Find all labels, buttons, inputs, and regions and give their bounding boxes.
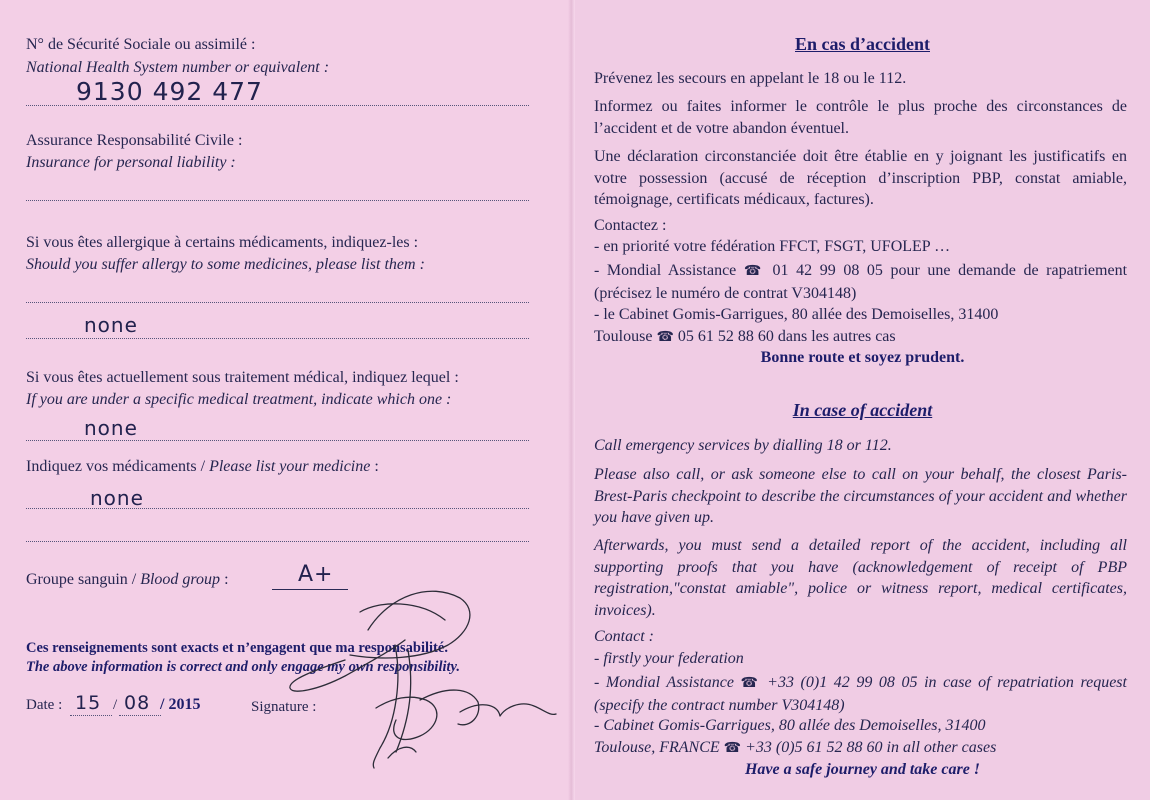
ssn-label-fr: N° de Sécurité Sociale ou assimilé :: [26, 36, 256, 53]
en-contact-4-a: Toulouse, FRANCE: [594, 739, 724, 756]
ssn-field-line: [26, 105, 529, 106]
allergy-field-line-2[interactable]: [26, 338, 529, 339]
allergy-value[interactable]: none: [84, 313, 138, 337]
treatment-field-line: [26, 440, 529, 441]
date-year: / 2015: [160, 696, 201, 713]
medicine-field-line-1: [26, 508, 529, 509]
fr-contact-4-b: 05 61 52 88 60 dans les autres cas: [673, 328, 896, 345]
en-contact-2: [594, 672, 1127, 716]
blood-label-colon: :: [220, 571, 229, 588]
fr-contact-4: [594, 328, 896, 346]
en-contact-4: [594, 739, 996, 757]
treatment-label-en: If you are under a specific medical treatment, indicate which one :: [26, 391, 452, 408]
treatment-label-fr: Si vous êtes actuellement sous traitement médical, indiquez lequel :: [26, 369, 459, 386]
ssn-label-en: National Health System number or equivalent :: [26, 59, 330, 76]
allergy-label-en: Should you suffer allergy to some medicines, please list them :: [26, 256, 425, 273]
medicine-label-colon: :: [370, 458, 379, 475]
medicine-label-en: Please list your medicine: [209, 458, 371, 475]
en-contact-heading: Contact :: [594, 628, 654, 645]
date-separator: /: [113, 697, 118, 713]
fr-contact-2-b: 01 42 99 08 05 pour une demande de rapatriement (précisez le numéro de contrat V304148): [594, 262, 1128, 302]
fr-closing: Bonne route et soyez prudent.: [760, 349, 965, 366]
fr-paragraph-2: Informez ou faites informer le contrôle le plus proche des circonstances de l’accident et de votre abandon éventuel.: [594, 98, 1127, 137]
title-fr: En cas d’accident: [795, 34, 930, 54]
fr-paragraph-1: Prévenez les secours en appelant le 18 ou le 112.: [594, 70, 907, 87]
allergy-label-fr: Si vous êtes allergique à certains médicaments, indiquez-les :: [26, 234, 419, 251]
treatment-value[interactable]: none: [84, 416, 138, 440]
fr-contact-heading: Contactez :: [594, 217, 667, 234]
medicine-label: [26, 458, 379, 476]
fr-contact-4-a: Toulouse: [594, 328, 657, 345]
en-contact-4-b: +33 (0)5 61 52 88 60 in all other cases: [741, 739, 997, 756]
declaration-en: The above information is correct and only engage my own responsibility.: [26, 659, 461, 675]
date-day-line: [70, 715, 112, 716]
en-closing: Have a safe journey and take care !: [744, 761, 981, 778]
fr-contact-3: - le Cabinet Gomis-Garrigues, 80 allée des Demoiselles, 31400: [594, 306, 999, 323]
phone-icon: ☎: [656, 329, 674, 345]
phone-icon: ☎: [743, 263, 765, 279]
blood-field-line: [272, 589, 348, 590]
blood-label-fr: Groupe sanguin /: [26, 571, 141, 588]
left-page: [0, 0, 570, 800]
fr-contact-1: - en priorité votre fédération FFCT, FSGT, UFOLEP …: [594, 238, 951, 255]
date-month-line: [119, 715, 161, 716]
blood-value[interactable]: A+: [298, 562, 334, 587]
signature-label: Signature :: [251, 699, 317, 715]
ssn-value[interactable]: 9130 492 477: [76, 77, 263, 106]
en-paragraph-2: Please also call, or ask someone else to call on your behalf, the closest Paris-Brest-Paris checkpoint to describe the circumstances of your accident and whether you have given up.: [594, 466, 1127, 526]
date-day[interactable]: 15: [75, 692, 102, 714]
fr-contact-2: [594, 260, 1127, 304]
medicine-value[interactable]: none: [90, 486, 144, 510]
en-contact-2-b: +33 (0)1 42 99 08 05 in case of repatriation request (specify the contract number V304148): [594, 674, 1127, 714]
phone-icon: ☎: [723, 740, 742, 756]
liability-label-fr: Assurance Responsabilité Civile :: [26, 132, 243, 149]
liability-label-en: Insurance for personal liability :: [26, 154, 236, 171]
allergy-field-line-1[interactable]: [26, 302, 529, 303]
declaration-fr: Ces renseignements sont exacts et n’engagent que ma responsabilité.: [26, 640, 448, 656]
en-contact-1: - firstly your federation: [594, 650, 744, 667]
phone-icon: ☎: [740, 675, 761, 691]
date-month[interactable]: 08: [124, 692, 151, 714]
fr-paragraph-3: Une déclaration circonstanciée doit être établie en y joignant les justificatifs en votre possession (accusé de réception d’inscription PBP, constat amiable, témoignage, certificats médicaux, factures).: [594, 148, 1127, 208]
title-en: In case of accident: [792, 400, 933, 420]
liability-field-line[interactable]: [26, 200, 529, 201]
fr-contact-2-a: - Mondial Assistance: [594, 262, 744, 279]
right-page: [575, 0, 1150, 800]
en-contact-2-a: - Mondial Assistance: [594, 674, 741, 691]
medicine-field-line-2[interactable]: [26, 541, 529, 542]
en-paragraph-3: Afterwards, you must send a detailed report of the accident, including all supporting proofs that you have (acknowledgement of receipt of PBP registration,"constat amiable", police or witness report, medical certificates, invoices).: [594, 537, 1127, 619]
date-label: Date :: [26, 697, 63, 713]
blood-label-en: Blood group: [140, 571, 221, 588]
medicine-label-fr: Indiquez vos médicaments /: [26, 458, 210, 475]
blood-label: [26, 571, 229, 589]
en-contact-3: - Cabinet Gomis-Garrigues, 80 allée des Demoiselles, 31400: [594, 717, 986, 734]
en-paragraph-1: Call emergency services by dialling 18 or 112.: [594, 437, 892, 454]
